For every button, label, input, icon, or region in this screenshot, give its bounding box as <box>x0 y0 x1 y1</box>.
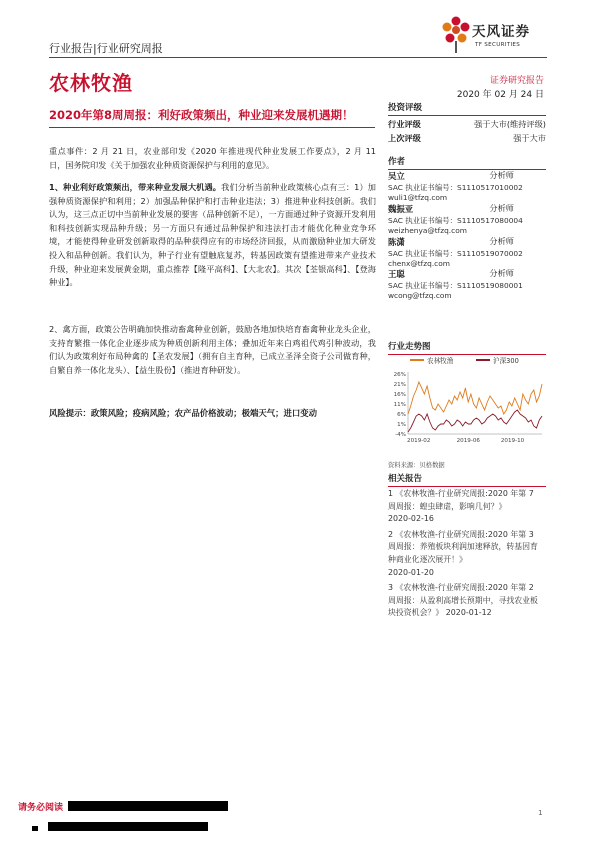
author-cert: SAC 执业证书编号：S1110517080004 <box>388 216 523 225</box>
industry-rating-label: 行业评级 <box>388 119 421 129</box>
y-tick-label: 11% <box>393 402 406 408</box>
y-tick-label: -4% <box>395 432 406 438</box>
series-line <box>408 410 542 432</box>
author-role: 分析师 <box>489 236 514 246</box>
logo-text: 天风证券 <box>472 24 530 40</box>
related-item-text: 1 《农林牧渔-行业研究周报:2020 年第 7 周周报：蝗虫肆虐，影响几何？》 <box>388 489 534 511</box>
author-header <box>388 268 546 280</box>
author-card <box>388 236 546 268</box>
author-card <box>388 203 546 235</box>
page-number: 1 <box>538 808 543 817</box>
x-tick-label: 2019-06 <box>456 438 480 444</box>
trend-chart-svg <box>388 352 546 447</box>
author-role: 分析师 <box>489 170 514 180</box>
prev-rating-value: 强于大市 <box>513 133 546 143</box>
related-item[interactable] <box>388 582 544 620</box>
series-line <box>408 382 542 414</box>
logo-flower-icon <box>438 14 474 54</box>
chart-source: 资料来源：贝格数据 <box>388 462 445 469</box>
report-category: 行业报告|行业研究周报 <box>49 42 163 55</box>
author-header <box>388 203 546 215</box>
rating-divider <box>388 115 546 116</box>
related-item-date: 2020-01-20 <box>388 567 434 577</box>
trend-chart <box>388 352 546 447</box>
related-section <box>388 472 546 487</box>
y-tick-label: 16% <box>393 392 406 398</box>
author-cert: SAC 执业证书编号：S1110519080001 <box>388 281 523 290</box>
trend-heading: 行业走势图 <box>388 342 431 352</box>
y-tick-label: 26% <box>393 372 406 378</box>
author-cert: SAC 执业证书编号：S1110519070002 <box>388 249 523 258</box>
risk-warning: 风险提示：政策风险；疫病风险；农产品价格波动；极端天气；进口变动 <box>49 408 317 418</box>
sector-name: 农林牧渔 <box>49 71 133 95</box>
footer-disclaimer-link[interactable]: 请务必阅读 <box>18 803 64 813</box>
related-item[interactable] <box>388 529 544 579</box>
industry-rating-value: 强于大市(维持评级) <box>474 119 546 129</box>
authors-heading: 作者 <box>388 157 406 167</box>
author-email[interactable]: weizhenya@tfzq.com <box>388 226 467 235</box>
redacted-bar <box>32 826 38 831</box>
author-email[interactable]: wcong@tfzq.com <box>388 291 452 300</box>
author-name: 吴立 <box>388 171 405 181</box>
authors-section <box>388 155 546 170</box>
author-role: 分析师 <box>489 203 514 213</box>
x-tick-label: 2019-10 <box>500 438 525 444</box>
author-card <box>388 170 546 202</box>
report-title: 2020年第8周周报：利好政策频出，种业迎来发展机遇期！ <box>49 108 354 122</box>
legend-label: 沪深300 <box>493 357 519 365</box>
related-item-date: 2020-02-16 <box>388 514 434 524</box>
y-tick-label: 6% <box>397 412 406 418</box>
author-card <box>388 268 546 300</box>
redacted-bar <box>68 801 228 811</box>
logo-subtext: TF SECURITIES <box>475 42 521 48</box>
header-divider <box>49 57 547 58</box>
body-point2 <box>49 323 376 377</box>
point2-paragraph: 2、禽方面，政策公告明确加快推动畜禽种业创新，鼓励各地加快培育畜禽种业龙头企业，支持育繁推一体化企业逐步成为种质创新利用主体；叠加近年来白鸡祖代鸡引种波动，我们认为政策利好布局种禽的【圣农发展】（拥有自主育种，已成立圣泽全资子公司做育种，自繁自养一体化龙头）、【益生股份】（推进育种研发）。 <box>49 324 376 375</box>
author-cert: SAC 执业证书编号：S1110517010002 <box>388 183 523 192</box>
prev-rating-label: 上次评级 <box>388 133 421 143</box>
related-item[interactable] <box>388 488 544 526</box>
legend-label: 农林牧渔 <box>427 357 454 365</box>
author-role: 分析师 <box>489 268 514 278</box>
x-tick-label: 2019-02 <box>407 438 431 444</box>
y-tick-label: 1% <box>397 422 406 428</box>
rating-section <box>388 101 546 144</box>
author-header <box>388 170 546 182</box>
y-tick-label: 21% <box>393 382 406 388</box>
author-name: 王聪 <box>388 269 405 279</box>
author-header <box>388 236 546 248</box>
title-divider <box>49 127 375 128</box>
redacted-bar <box>48 822 208 831</box>
author-email[interactable]: chenx@tfzq.com <box>388 259 450 268</box>
body-events <box>49 145 376 172</box>
author-name: 魏振亚 <box>388 204 414 214</box>
report-date: 2020 年 02 月 24 日 <box>456 90 544 100</box>
related-divider <box>388 486 546 487</box>
author-email[interactable]: wuli1@tfzq.com <box>388 193 448 202</box>
related-item-date: 2020-01-12 <box>445 608 492 618</box>
prev-rating-row <box>388 133 546 144</box>
related-list <box>388 488 544 620</box>
author-name: 陈潇 <box>388 237 405 247</box>
industry-rating-row <box>388 119 546 130</box>
point1-text: 我们分析当前种业政策核心点有三：1）加强种质资源保护和利用；2）加强品种保护和打击种业违法；3）推进种业科技创新。我们认为，这三点正切中当前种业发展的要害（品种创新不足），一方面通过种子资源开发利用和科技创新实现品种升级；另一方面只有通过品种保护和违法打击才能优化种业竞争环境，才能使得种业研发创新取得的品种获得应有的市场经济回报，从而激励种业加大研发投入和品种创新。我们认为，种子行业有望触底复苏，转基因政策有望推进带来产业技术升级，种业迎来发展黄金期，重点推荐【隆平高科】、【大北农】。其次【荃银高科】、【登海种业】。 <box>49 182 376 288</box>
body-point1 <box>49 181 376 290</box>
rating-heading: 投资评级 <box>388 103 423 113</box>
related-heading: 相关报告 <box>388 474 423 484</box>
point1-lead: 1、种业利好政策频出，带来种业发展大机遇。 <box>49 182 222 192</box>
report-type: 证券研究报告 <box>489 76 544 86</box>
related-item-text: 2 《农林牧渔-行业研究周报:2020 年第 3 周周报：养殖板块利润加速释放，转基因育种商业化逐次展开！》 <box>388 529 538 564</box>
related-item-text: 3 《农林牧渔-行业研究周报:2020 年第 2 周周报：从盈利高增长预期中，寻找农业板块投资机会？》 <box>388 583 538 618</box>
point1-paragraph <box>49 181 376 290</box>
key-events-paragraph: 重点事件：2 月 21 日，农业部印发《2020 年推进现代种业发展工作要点》，2 月 11 日，国务院印发《关于加强农业种质资源保护与利用的意见》。 <box>49 146 376 170</box>
